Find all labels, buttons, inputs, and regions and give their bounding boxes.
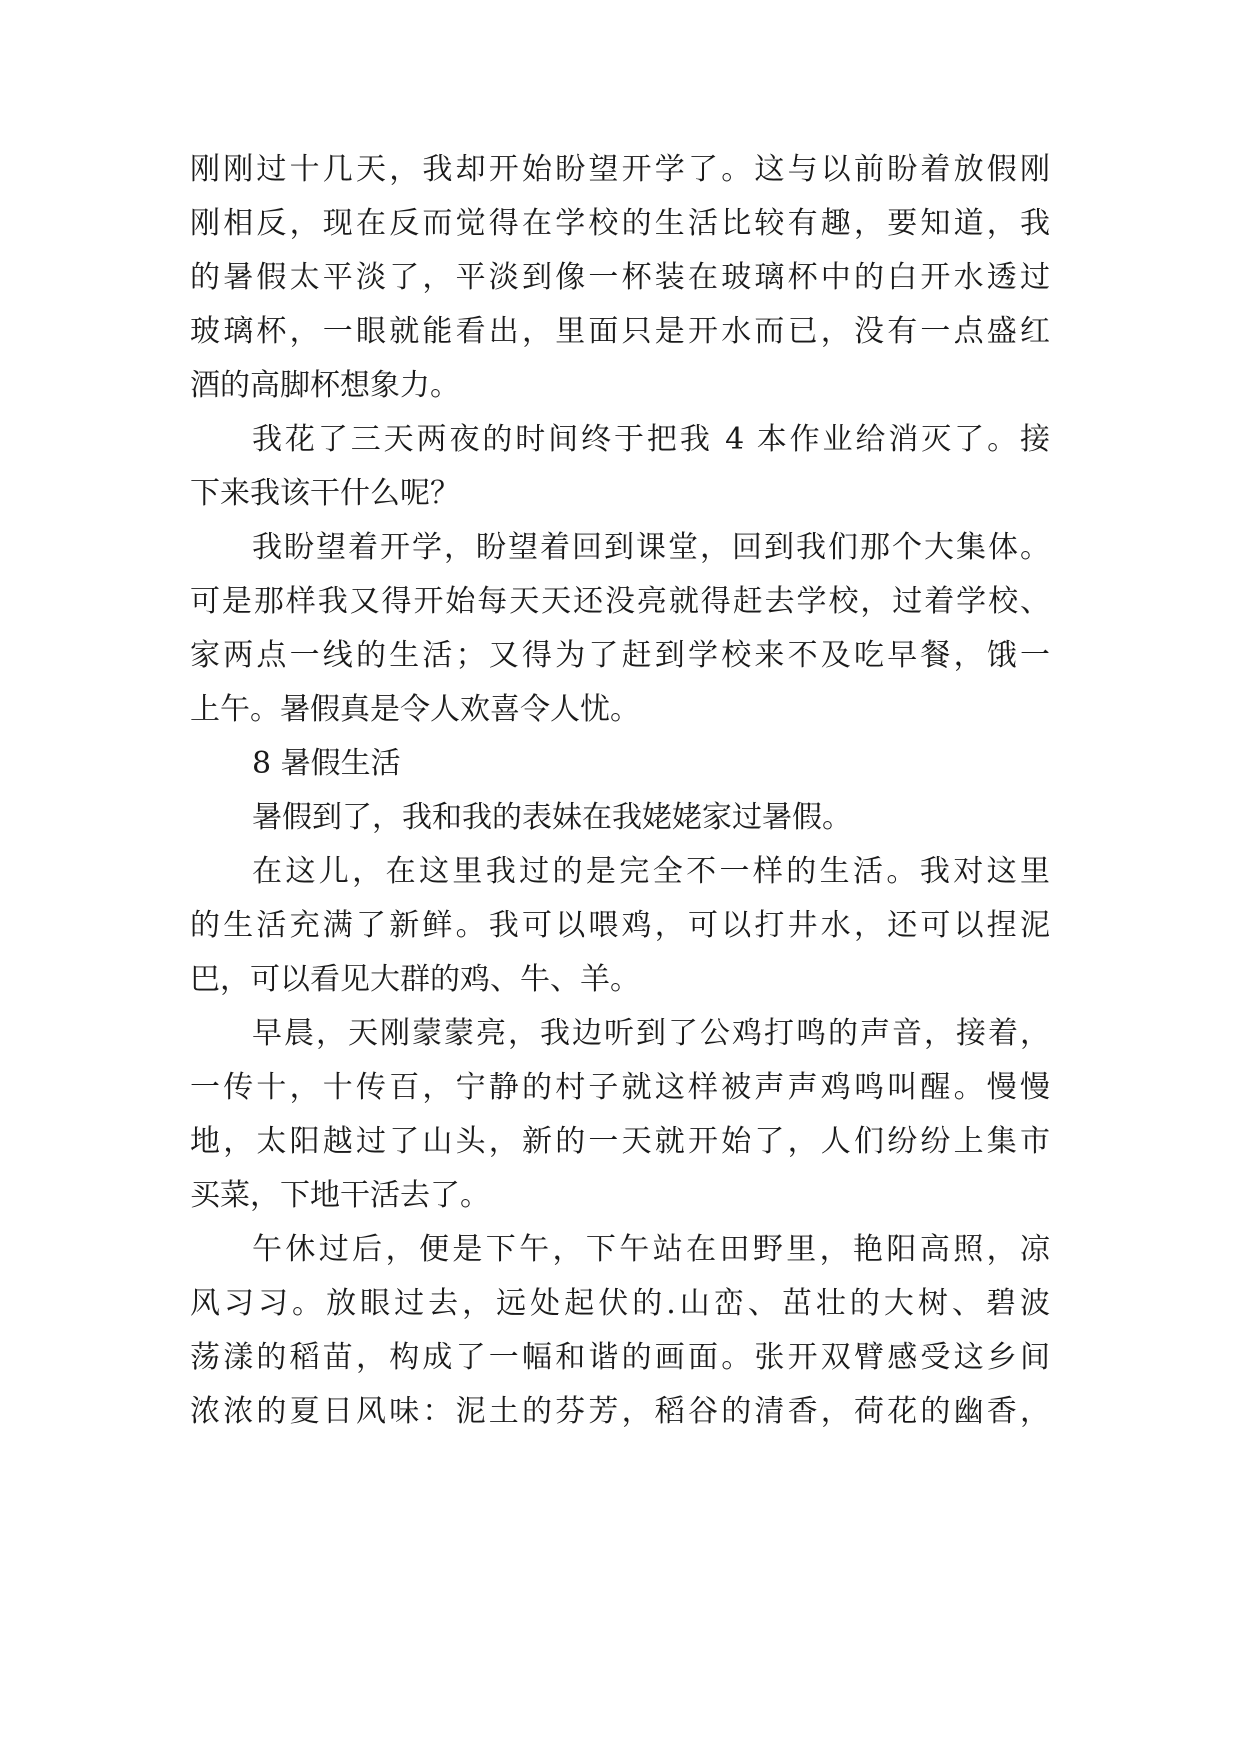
text-line: 浓浓的夏日风味：泥土的芬芳，稻谷的清香，荷花的幽香，	[190, 1394, 1050, 1429]
text-line: 酒的高脚杯想象力。	[190, 368, 460, 403]
text-line: 的生活充满了新鲜。我可以喂鸡，可以打井水，还可以捏泥	[190, 908, 1050, 943]
text-line: 地，太阳越过了山头，新的一天就开始了，人们纷纷上集市	[190, 1124, 1050, 1159]
text-line: 在这儿，在这里我过的是完全不一样的生活。我对这里	[252, 854, 1050, 889]
text-line: 一传十，十传百，宁静的村子就这样被声声鸡鸣叫醒。慢慢	[190, 1070, 1050, 1105]
section-heading: 8 暑假生活	[252, 746, 401, 781]
text-line: 我花了三天两夜的时间终于把我 4 本作业给消灭了。接	[252, 422, 1050, 457]
text-line: 家两点一线的生活；又得为了赶到学校来不及吃早餐，饿一	[190, 638, 1050, 673]
text-line: 上午。暑假真是令人欢喜令人忧。	[190, 692, 640, 727]
text-line: 我盼望着开学，盼望着回到课堂，回到我们那个大集体。	[252, 530, 1050, 565]
text-line: 午休过后，便是下午，下午站在田野里，艳阳高照，凉	[252, 1232, 1050, 1267]
text-line: 暑假到了，我和我的表妹在我姥姥家过暑假。	[252, 800, 852, 835]
text-line: 早晨，天刚蒙蒙亮，我边听到了公鸡打鸣的声音，接着，	[252, 1016, 1050, 1051]
text-line: 的暑假太平淡了，平淡到像一杯装在玻璃杯中的白开水透过	[190, 260, 1050, 295]
text-line: 荡漾的稻苗，构成了一幅和谐的画面。张开双臂感受这乡间	[190, 1340, 1050, 1375]
text-line: 巴，可以看见大群的鸡、牛、羊。	[190, 962, 640, 997]
text-line: 可是那样我又得开始每天天还没亮就得赶去学校，过着学校、	[190, 584, 1050, 619]
text-line: 玻璃杯，一眼就能看出，里面只是开水而已，没有一点盛红	[190, 314, 1050, 349]
text-line: 下来我该干什么呢？	[190, 476, 460, 511]
text-line: 买菜，下地干活去了。	[190, 1178, 490, 1213]
text-line: 风习习。放眼过去，远处起伏的.山峦、茁壮的大树、碧波	[190, 1286, 1050, 1321]
text-line: 刚刚过十几天，我却开始盼望开学了。这与以前盼着放假刚	[190, 152, 1050, 187]
text-line: 刚相反，现在反而觉得在学校的生活比较有趣，要知道，我	[190, 206, 1050, 241]
